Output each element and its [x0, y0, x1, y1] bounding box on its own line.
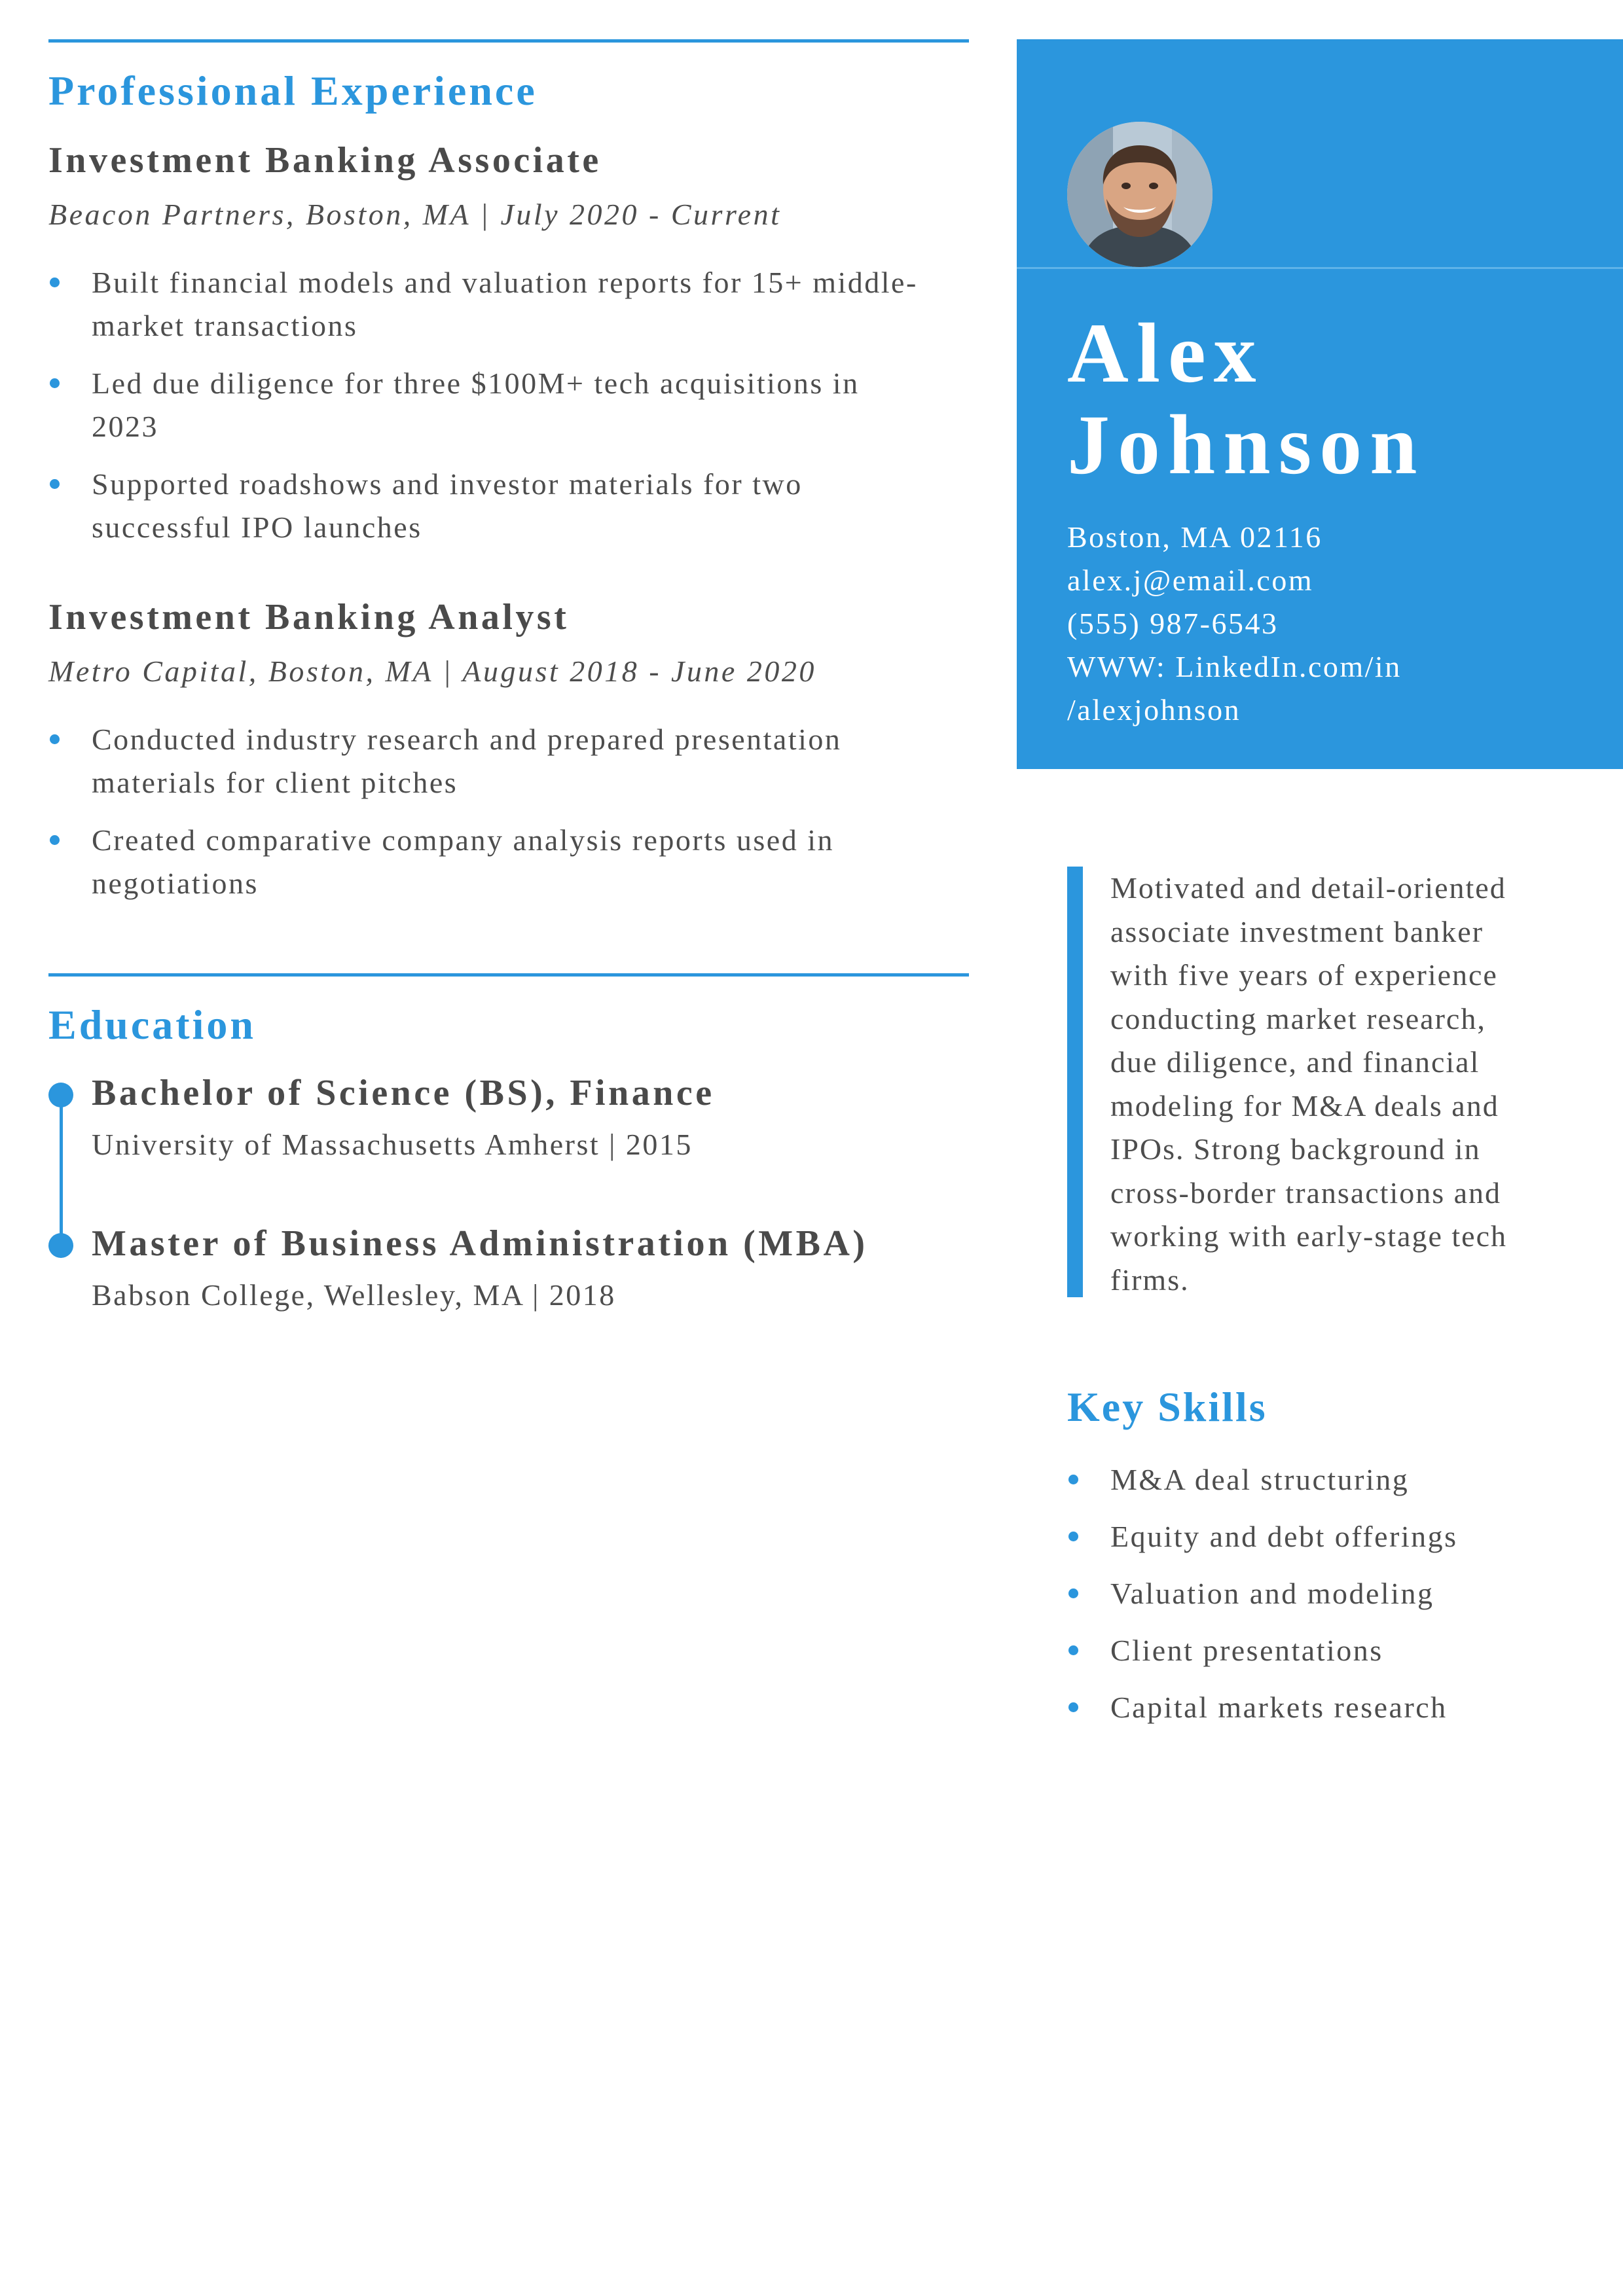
- skill-item: Equity and debt offerings: [1067, 1515, 1458, 1558]
- bullet-dot-icon: [1068, 1588, 1078, 1598]
- section-divider: [48, 973, 969, 977]
- bullet-dot-icon: [1068, 1475, 1078, 1484]
- timeline-node-icon: [48, 1233, 73, 1258]
- bullet-dot-icon: [50, 734, 60, 744]
- bullet-item: Conducted industry research and prepared presentation materials for client pitches: [48, 718, 969, 804]
- degree-title: Bachelor of Science (BS), Finance: [92, 1073, 715, 1113]
- bullet-item: Created comparative company analysis reports used in negotiations: [48, 819, 969, 905]
- job-meta: Beacon Partners, Boston, MA | July 2020 - Current: [48, 198, 782, 231]
- skill-item: M&A deal structuring: [1067, 1458, 1458, 1501]
- bullet-dot-icon: [50, 278, 60, 287]
- section-divider: [48, 39, 969, 43]
- skill-item: Capital markets research: [1067, 1686, 1458, 1729]
- school-info: University of Massachusetts Amherst | 2015: [92, 1128, 693, 1161]
- skills-list: [1067, 1458, 1458, 1743]
- education-timeline: [48, 1075, 969, 1310]
- bullet-dot-icon: [50, 479, 60, 489]
- job-title: Investment Banking Analyst: [48, 597, 570, 637]
- job-entry: [48, 599, 969, 905]
- school-info: Babson College, Wellesley, MA | 2018: [92, 1278, 616, 1312]
- bullet-dot-icon: [50, 378, 60, 388]
- contact-website-continued[interactable]: /alexjohnson: [1067, 693, 1241, 726]
- bullet-item: Built financial models and valuation reports for 15+ middle- market transactions: [48, 261, 969, 348]
- bullet-item: Supported roadshows and investor materials for two successful IPO launches: [48, 463, 969, 549]
- education-item: [48, 1075, 969, 1160]
- contact-phone[interactable]: (555) 987-6543: [1067, 607, 1279, 640]
- job-bullets: [48, 261, 969, 549]
- skill-item: Valuation and modeling: [1067, 1572, 1458, 1615]
- avatar: [1067, 122, 1213, 267]
- skills-heading: Key Skills: [1067, 1384, 1267, 1430]
- main-column: [48, 39, 969, 1310]
- bullet-dot-icon: [1068, 1532, 1078, 1541]
- job-title: Investment Banking Associate: [48, 140, 602, 181]
- education-item: [48, 1225, 969, 1310]
- panel-divider: [1017, 267, 1623, 269]
- job-meta: Metro Capital, Boston, MA | August 2018 - June 2020: [48, 655, 816, 688]
- skill-item: Client presentations: [1067, 1629, 1458, 1672]
- education-heading: Education: [48, 1001, 256, 1048]
- contact-website[interactable]: WWW: LinkedIn.com/in: [1067, 650, 1402, 683]
- bullet-dot-icon: [1068, 1645, 1078, 1655]
- timeline-node-icon: [48, 1083, 73, 1107]
- job-entry: [48, 142, 969, 549]
- experience-heading: Professional Experience: [48, 67, 538, 114]
- bullet-dot-icon: [1068, 1702, 1078, 1712]
- profile-summary: Motivated and detail-oriented associate investment banker with five years of experience conducting market research, due diligence, and financial modeling for M&A deals and IPOs. Strong background in cross-border transactions and working with early-stage tech firms.: [1067, 867, 1608, 1297]
- contact-email[interactable]: alex.j@email.com: [1067, 564, 1314, 597]
- profile-name: Alex Johnson: [1067, 306, 1425, 492]
- bullet-dot-icon: [50, 835, 60, 845]
- profile-panel: [1017, 39, 1623, 769]
- degree-title: Master of Business Administration (MBA): [92, 1223, 868, 1264]
- bullet-item: Led due diligence for three $100M+ tech acquisitions in 2023: [48, 362, 969, 448]
- contact-info: [1067, 516, 1402, 732]
- job-bullets: [48, 718, 969, 905]
- avatar-photo-icon: [1067, 122, 1213, 267]
- contact-address: Boston, MA 02116: [1067, 520, 1322, 554]
